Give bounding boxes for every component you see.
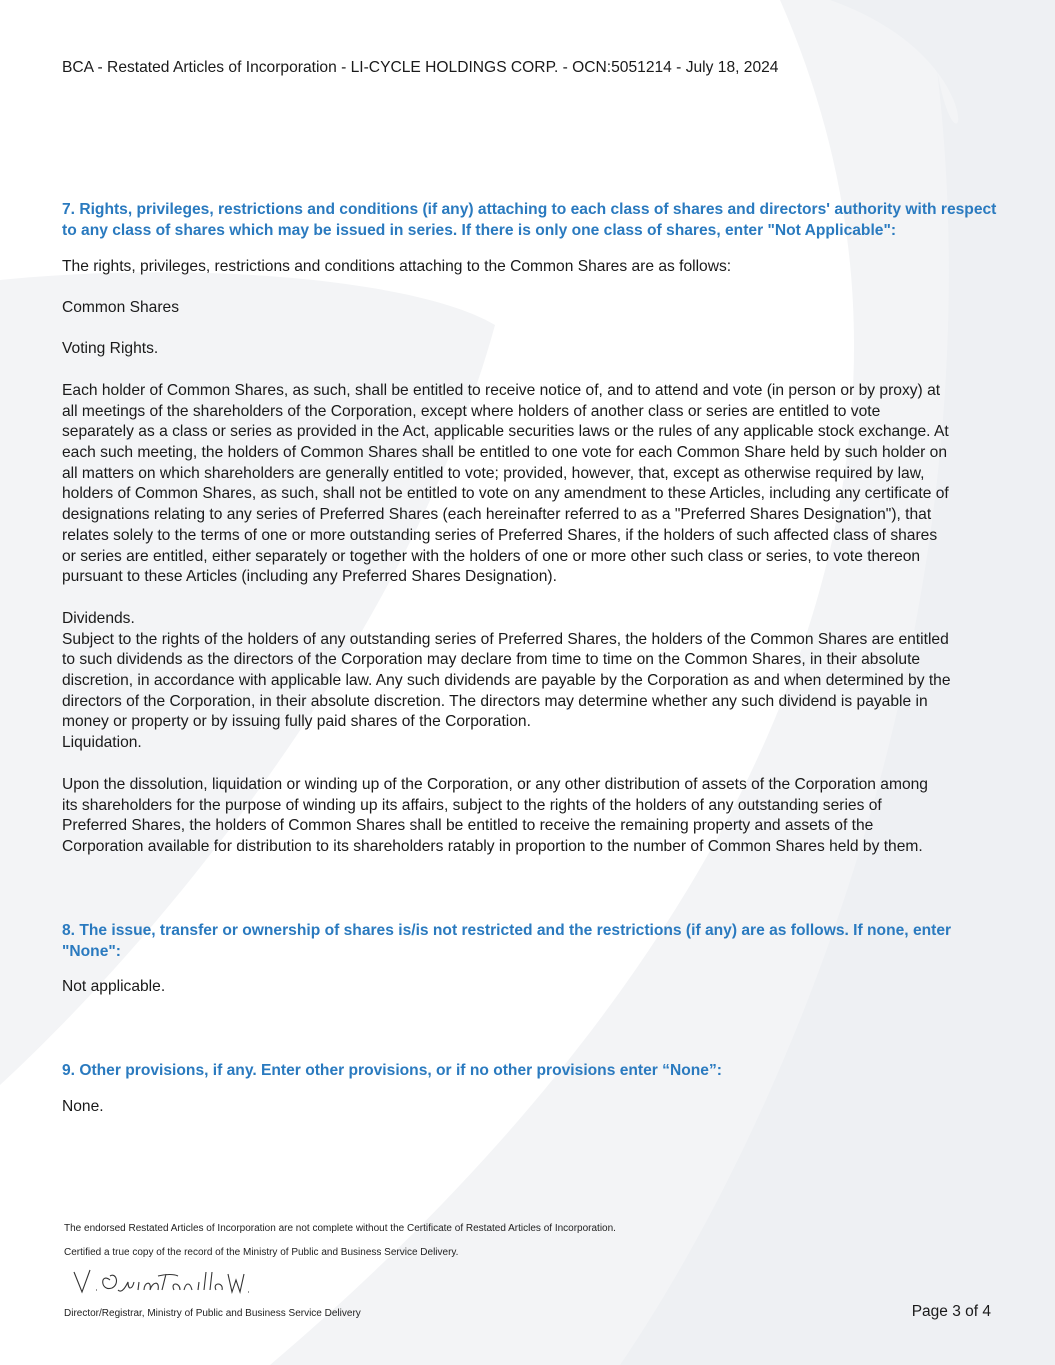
paragraph-line: Subject to the rights of the holders of any outstanding series of Preferred Shares, the holders of the Common Shares are entitled xyxy=(62,630,949,648)
paragraph-line: all matters on which shareholders are generally entitled to vote; provided, however, that, except as otherwise required by law, xyxy=(62,464,925,482)
heading-line: 7. Rights, privileges, restrictions and conditions (if any) attaching to each class of shares and directors' authority with respect xyxy=(62,201,997,218)
paragraph-line: to such dividends as the directors of the Corporation may declare from time to time on the Common Shares, in their absolute xyxy=(62,651,921,669)
heading-line: to any class of shares which may be issued in series. If there is only one class of shares, enter "Not Applicable": xyxy=(62,222,897,239)
paragraph-line: designations relating to any series of Preferred Shares (each hereinafter referred to as a "Preferred Shares Designation"), that xyxy=(62,506,932,524)
paragraph-line: Corporation available for distribution to its shareholders ratably in proportion to the number of Common Shares held by them. xyxy=(62,838,923,856)
paragraph-line: or series are entitled, either separately or together with the holders of one or more other such class or series, to vote thereon xyxy=(62,547,921,565)
paragraph-line: pursuant to these Articles (including any Preferred Shares Designation). xyxy=(62,568,557,586)
heading-line: 9. Other provisions, if any. Enter other provisions, or if no other provisions enter “None”: xyxy=(62,1062,722,1079)
section-8-heading xyxy=(62,920,1022,962)
paragraph-line: Upon the dissolution, liquidation or winding up of the Corporation, or any other distribution of assets of the Corporation among xyxy=(62,776,928,793)
paragraph-line: each such meeting, the holders of Common Shares shall be entitled to one vote for each Common Share held by such holder on xyxy=(62,444,948,462)
paragraph-line: discretion, in accordance with applicable law. Any such dividends are payable by the Corporation as and when determined by the xyxy=(62,672,951,690)
paragraph-line: all meetings of the shareholders of the Corporation, except where holders of another class or series are entitled to vote xyxy=(62,402,881,420)
signature xyxy=(70,1266,250,1298)
page-number: Page 3 of 4 xyxy=(911,1303,991,1320)
liquidation-paragraph xyxy=(62,775,1022,858)
section-9-body: None. xyxy=(62,1098,104,1115)
footer-note: The endorsed Restated Articles of Incorporation are not complete without the Certificate of Restated Articles of Incorporation. xyxy=(64,1223,616,1234)
paragraph-line: relates solely to the terms of one or more outstanding series of Preferred Shares, if the holders of such affected class of shares xyxy=(62,526,938,544)
common-shares-title: Common Shares xyxy=(62,299,179,316)
footer-signatory: Director/Registrar, Ministry of Public and Business Service Delivery xyxy=(64,1308,361,1319)
header-title: BCA - Restated Articles of Incorporation - LI-CYCLE HOLDINGS CORP. - OCN:5051214 - July 18, 2024 xyxy=(62,59,779,76)
heading-line: "None": xyxy=(62,943,121,960)
voting-paragraph xyxy=(62,381,1022,588)
heading-line: 8. The issue, transfer or ownership of shares is/is not restricted and the restrictions (if any) are as follows. If none, enter xyxy=(62,922,952,939)
paragraph-line: directors of the Corporation, in their absolute discretion. The directors may determine whether any such dividend is payable in xyxy=(62,692,928,710)
section-8-body: Not applicable. xyxy=(62,978,166,995)
voting-rights-title: Voting Rights. xyxy=(62,340,159,357)
footer-certified: Certified a true copy of the record of the Ministry of Public and Business Service Delivery. xyxy=(64,1247,459,1258)
section-9-heading xyxy=(62,1060,1022,1081)
paragraph-line: Each holder of Common Shares, as such, shall be entitled to receive notice of, and to attend and vote (in person or by proxy) at xyxy=(62,382,941,399)
intro-text: The rights, privileges, restrictions and conditions attaching to the Common Shares are as follows: xyxy=(62,258,732,275)
paragraph-line: Preferred Shares, the holders of Common Shares shall be entitled to receive the remaining property and assets of the xyxy=(62,817,874,835)
paragraph-line: Dividends. xyxy=(62,610,135,627)
paragraph-line: Liquidation. xyxy=(62,734,142,752)
paragraph-line: holders of Common Shares, as such, shall not be entitled to vote on any amendment to these Articles, including any certificate of xyxy=(62,485,949,503)
paragraph-line: money or property or by issuing fully paid shares of the Corporation. xyxy=(62,713,531,731)
paragraph-line: its shareholders for the purpose of winding up its affairs, subject to the rights of the holders of any outstanding series of xyxy=(62,796,882,814)
document-header xyxy=(62,58,1022,79)
section-7-heading xyxy=(62,199,1022,241)
dividends-paragraph xyxy=(62,609,1022,754)
paragraph-line: separately as a class or series as provided in the Act, applicable securities laws or the rules of any applicable stock exchange. At xyxy=(62,423,949,441)
